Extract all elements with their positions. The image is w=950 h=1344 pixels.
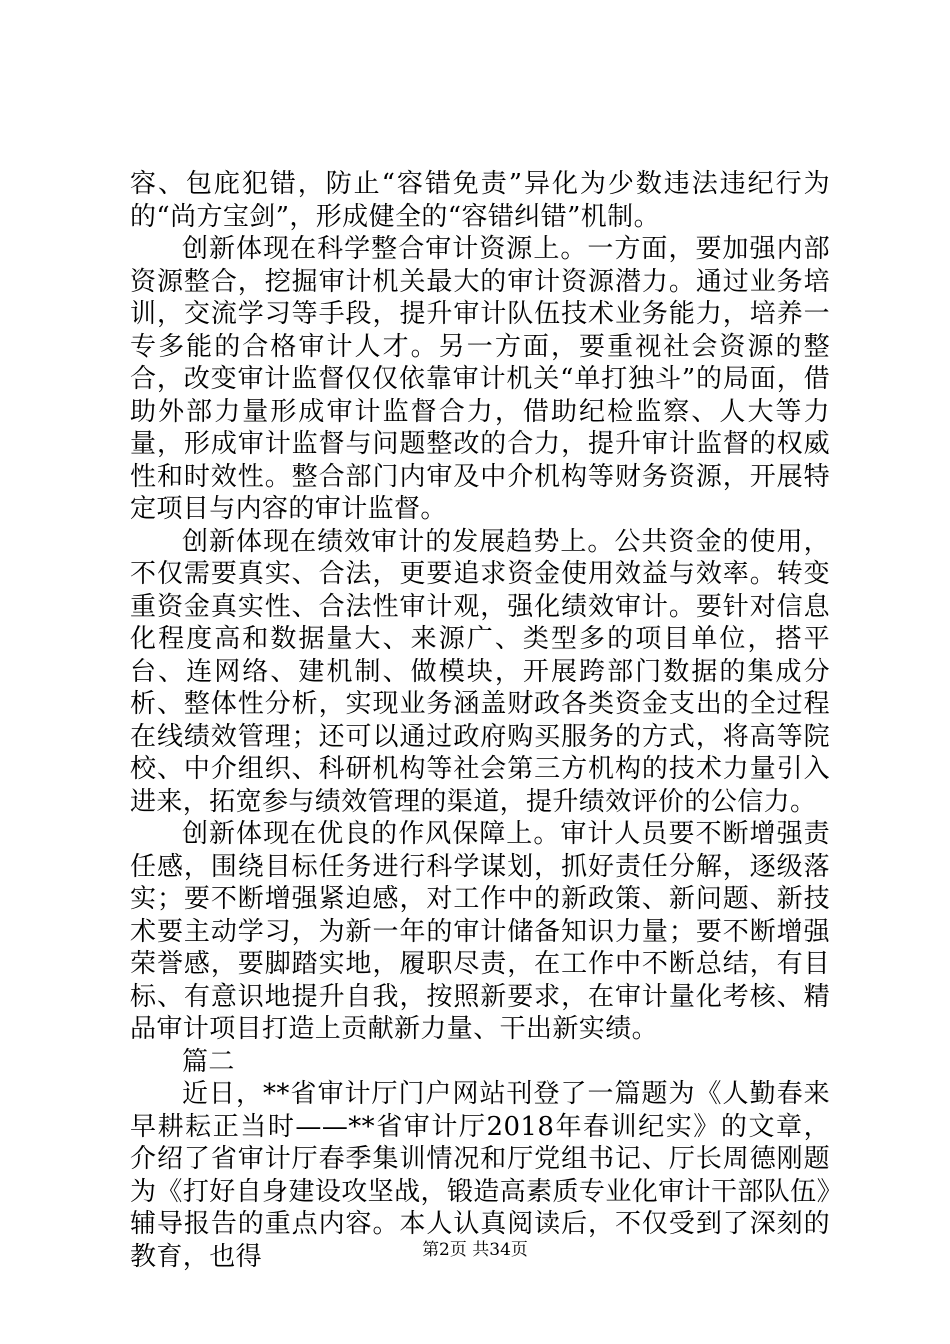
section-heading: 篇二 [182, 1046, 235, 1077]
paragraph-3: 创新体现在绩效审计的发展趋势上。公共资金的使用，不仅需要真实、合法，更要追求资金使用效益与效率。转变重资金真实性、合法性审计观，强化绩效审计。要针对信息化程度高和数据量大、来源广、类型多的项目单位，搭平台、连网络、建机制、做模块，开展跨部门数据的集成分析、整体性分析，实现业务涵盖财政各类资金支出的全过程在线绩效管理；还可以通过政府购买服务的方式，将高等院校、中介组织、科研机构等社会第三方机构的技术力量引入进来，拓宽参与绩效管理的渠道，提升绩效评价的公信力。 [130, 526, 830, 817]
document-body [130, 168, 830, 1273]
paragraph-2: 创新体现在科学整合审计资源上。一方面，要加强内部资源整合，挖掘审计机关最大的审计资源潜力。通过业务培训，交流学习等手段，提升审计队伍技术业务能力，培养一专多能的合格审计人才。另一方面，要重视社会资源的整合，改变审计监督仅仅依靠审计机关“单打独斗”的局面，借助外部力量形成审计监督合力，借助纪检监察、人大等力量，形成审计监督与问题整改的合力，提升审计监督的权威性和时效性。整合部门内审及中介机构等财务资源，开展特定项目与内容的审计监督。 [130, 234, 830, 524]
page-footer: 第2页 共34页 [422, 1240, 528, 1260]
paragraph-1: 容、包庇犯错，防止“容错免责”异化为少数违法违纪行为的“尚方宝剑”，形成健全的“容错纠错”机制。 [130, 169, 830, 232]
paragraph-5: 近日，**省审计厅门户网站刊登了一篇题为《人勤春来早耕耘正当时——**省审计厅2018年春训纪实》的文章，介绍了省审计厅春季集训情况和厅党组书记、厅长周德刚题为《打好自身建设攻坚战，锻造高素质专业化审计干部队伍》辅导报告的重点内容。本人认真阅读后，不仅受到了深刻的教育，也得 [130, 1079, 830, 1272]
paragraph-4: 创新体现在优良的作风保障上。审计人员要不断增强责任感，围绕目标任务进行科学谋划，抓好责任分解，逐级落实；要不断增强紧迫感，对工作中的新政策、新问题、新技术要主动学习，为新一年的审计储备知识力量；要不断增强荣誉感，要脚踏实地，履职尽责，在工作中不断总结，有目标、有意识地提升自我，按照新要求，在审计量化考核、精品审计项目打造上贡献新力量、干出新实绩。 [130, 819, 830, 1044]
